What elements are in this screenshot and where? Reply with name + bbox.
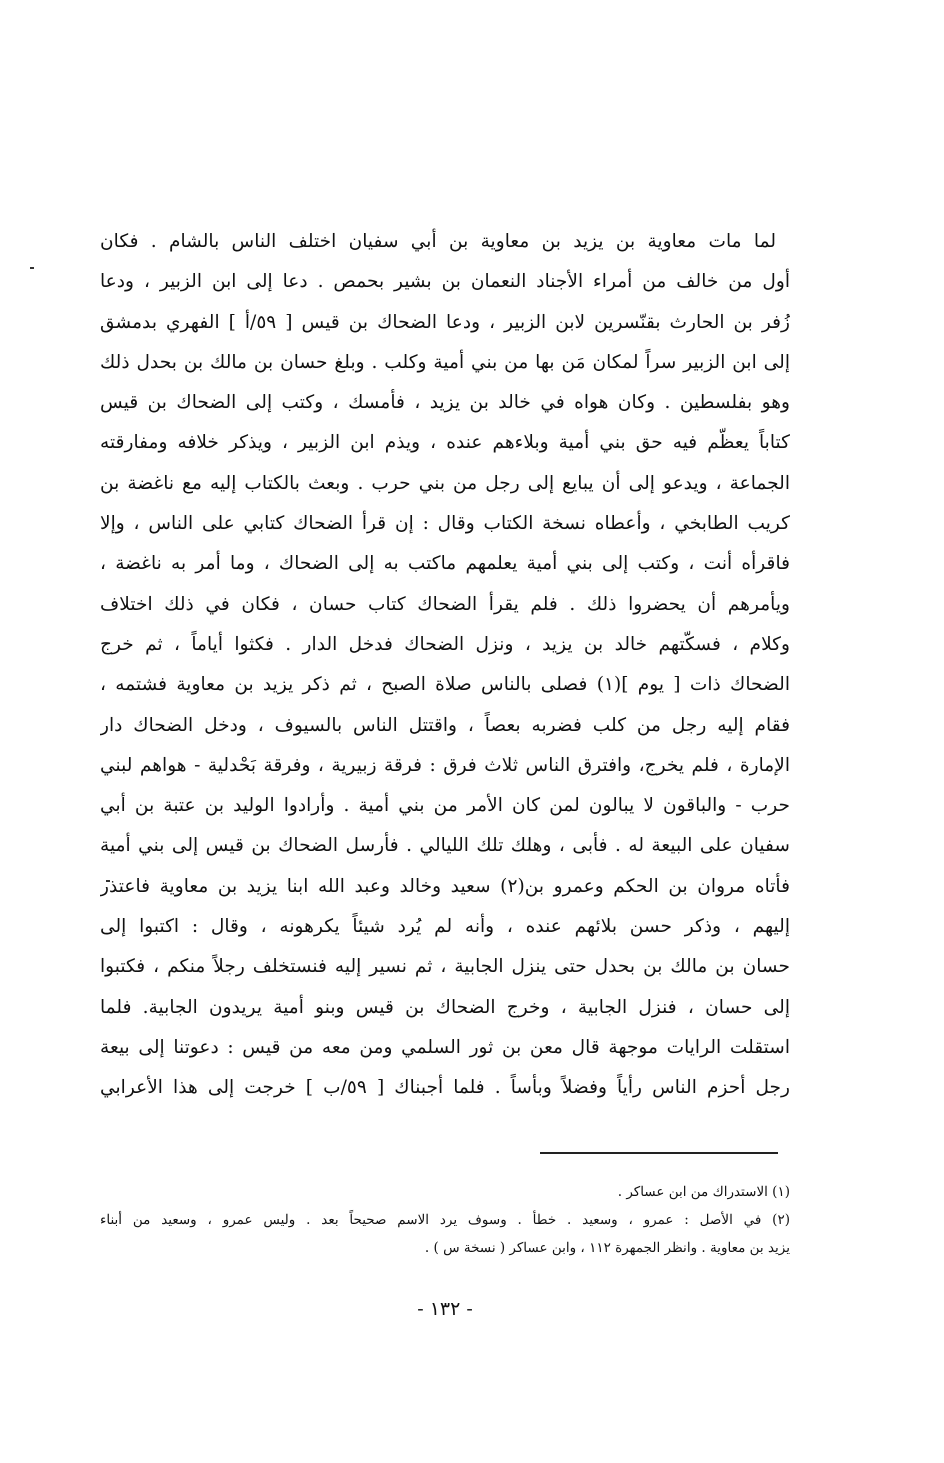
footnotes-block [100,1178,790,1262]
text-line: سفيان على البيعة له . فأبى ، وهلك تلك الليالي . فأرسل الضحاك بن قيس إلى بني أمية [100,835,790,857]
text-line: إليهم ، وذكر حسن بلائهم عنده ، وأنه لم يُرد شيئاً يكرهونه ، وقال : اكتبوا إلى [100,916,790,938]
page-number: - ١٣٢ - [417,1298,473,1320]
margin-speck [30,267,34,269]
main-text-block [100,222,790,1109]
text-line: رجل أحزم الناس رأياً وفضلاً وبأساً . فلما أجبناك [ ٥٩/ب ] خرجت إلى هذا الأعرابي [100,1077,790,1099]
footnote-2-continued: يزيد بن معاوية . وانظر الجمهرة ١١٢ ، وابن عساكر ( نسخة س ) . [424,1240,790,1256]
text-line: فأتاه مروان بن الحكم وعمرو بن(٢) سعيد وخالد وعبد الله ابنا يزيد بن معاوية فاعتذر [100,875,790,897]
text-line: أول من خالف من أمراء الأجناد النعمان بن بشير بحمص . دعا إلى ابن الزبير ، ودعا [100,271,790,293]
footnote-separator [540,1152,778,1154]
text-line: حسان بن مالك بن بحدل حتى ينزل الجابية ، ثم نسير إليه فنستخلف رجلاً منكم ، فكتبوا [100,956,790,978]
text-line: حرب - والباقون لا يبالون لمن كان الأمر من بني أمية . وأرادوا الوليد بن عتبة بن أبي [100,795,790,817]
footnote-1: (١) الاستدراك من ابن عساكر . [617,1184,790,1200]
text-line: استقلت الرايات موجهة قال معن بن ثور السلمي ومن معه من قيس : دعوتنا إلى بيعة [100,1036,790,1058]
text-line: الجماعة ، ويدعو إلى أن يبايع إلى رجل من بني حرب . وبعث بالكتاب إليه مع ناغضة بن [100,472,790,494]
text-line: فقام إليه رجل من كلب فضربه بعصاً ، واقتتل الناس بالسيوف ، ودخل الضحاك دار [100,714,790,736]
text-line: إلى حسان ، فنزل الجابية ، وخرج الضحاك بن قيس وبنو أمية يريدون الجابية. فلما [100,996,790,1018]
text-line: وكلام ، فسكّتهم خالد بن يزيد ، ونزل الضحاك فدخل الدار . فكثوا أياماً ، ثم خرج [100,633,790,655]
text-line: وهو بفلسطين . وكان هواه في خالد بن يزيد ، فأمسك ، وكتب إلى الضحاك بن قيس [100,392,790,414]
text-line: الإمارة ، فلم يخرج، وافترق الناس ثلاث فرق : فرقة زبيرية ، وفرقة بَحْدلية - هواهم لبني [100,754,790,776]
text-line: إلى ابن الزبير سراً لمكان مَن بها من بني أمية وكلب . وبلغ حسان بن مالك بن بحدل ذلك [100,351,790,373]
text-line: كتاباً يعظّم فيه حق بني أمية وبلاءهم عنده ، ويذم ابن الزبير ، ويذكر خلافه ومفارقته [100,432,790,454]
footnote-2: (٢) في الأصل : عمرو ، وسعيد . خطأ . وسوف يرد الاسم صحيحاً بعد . وليس عمرو ، وسعيد من أبناء [100,1212,790,1228]
text-line: لما مات معاوية بن يزيد بن معاوية بن أبي سفيان اختلف الناس بالشام . فكان [100,231,776,252]
text-line: الضحاك ذات [ يوم ](١) فصلى بالناس صلاة الصبح ، ثم ذكر يزيد بن معاوية فشتمه ، [100,674,790,696]
text-line: ويأمرهم أن يحضروا ذلك . فلم يقرأ الضحاك كتاب حسان ، فكان في ذلك اختلاف [100,593,790,615]
text-line: كريب الطابخي ، وأعطاه نسخة الكتاب وقال : إن قرأ الضحاك كتابي على الناس ، وإلا [100,513,790,535]
text-line: فاقرأه أنت ، وكتب إلى بني أمية يعلمهم ماكتب به إلى الضحاك ، وما أمر به ناغضة ، [100,553,790,575]
text-line: زُفر بن الحارث بقنّسرين لابن الزبير ، ودعا الضحاك بن قيس [ ٥٩/أ ] الفهري بدمشق [100,311,790,333]
